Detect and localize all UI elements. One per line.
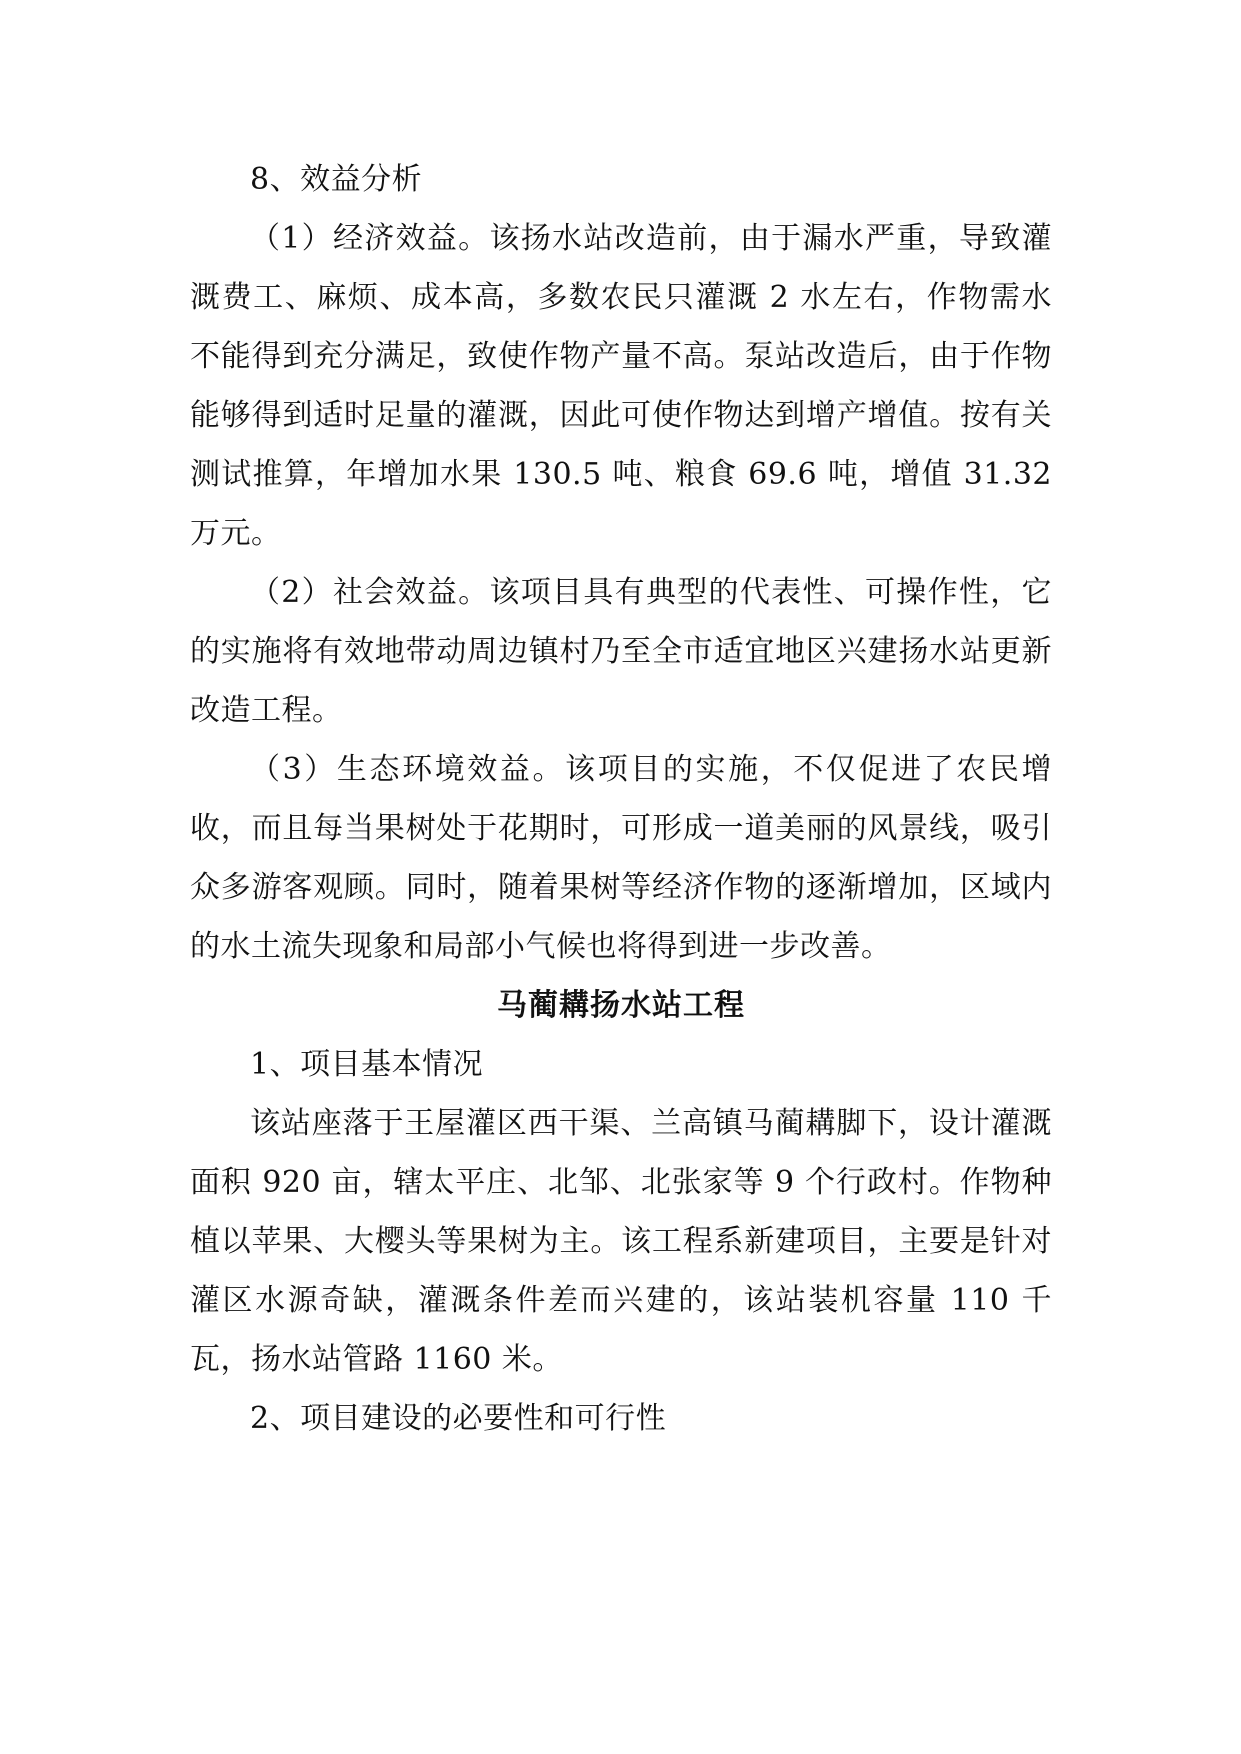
paragraph-economic-benefit: （1）经济效益。该扬水站改造前，由于漏水严重，导致灌溉费工、麻烦、成本高，多数农民只灌溉 2 水左右，作物需水不能得到充分满足，致使作物产量不高。泵站改造后，由于作物能够得到适时足量的灌溉，因此可使作物达到增产增值。按有关测试推算，年增加水果 130.5 吨、粮食 69.6 吨，增值 31.32 万元。: [190, 221, 1052, 551]
paragraph-social-benefit: （2）社会效益。该项目具有典型的代表性、可操作性，它的实施将有效地带动周边镇村乃至全市适宜地区兴建扬水站更新改造工程。: [190, 575, 1052, 728]
project-title: 马蔺耩扬水站工程: [497, 988, 745, 1023]
section-heading-necessity: 2、项目建设的必要性和可行性: [250, 1401, 667, 1436]
paragraph-basic-info: 该站座落于王屋灌区西干渠、兰高镇马蔺耩脚下，设计灌溉面积 920 亩，辖太平庄、北邹、北张家等 9 个行政村。作物种植以苹果、大樱头等果树为主。该工程系新建项目，主要是针对灌区水源奇缺，灌溉条件差而兴建的，该站装机容量 110 千瓦，扬水站管路 1160 米。: [190, 1106, 1052, 1377]
section-heading-benefit-analysis: 8、效益分析: [250, 162, 423, 197]
section-heading-basic-info: 1、项目基本情况: [250, 1047, 484, 1082]
document-page: [190, 150, 1052, 1448]
paragraph-eco-benefit: （3）生态环境效益。该项目的实施，不仅促进了农民增收，而且每当果树处于花期时，可形成一道美丽的风景线，吸引众多游客观顾。同时，随着果树等经济作物的逐渐增加，区域内的水土流失现象和局部小气候也将得到进一步改善。: [190, 752, 1052, 964]
